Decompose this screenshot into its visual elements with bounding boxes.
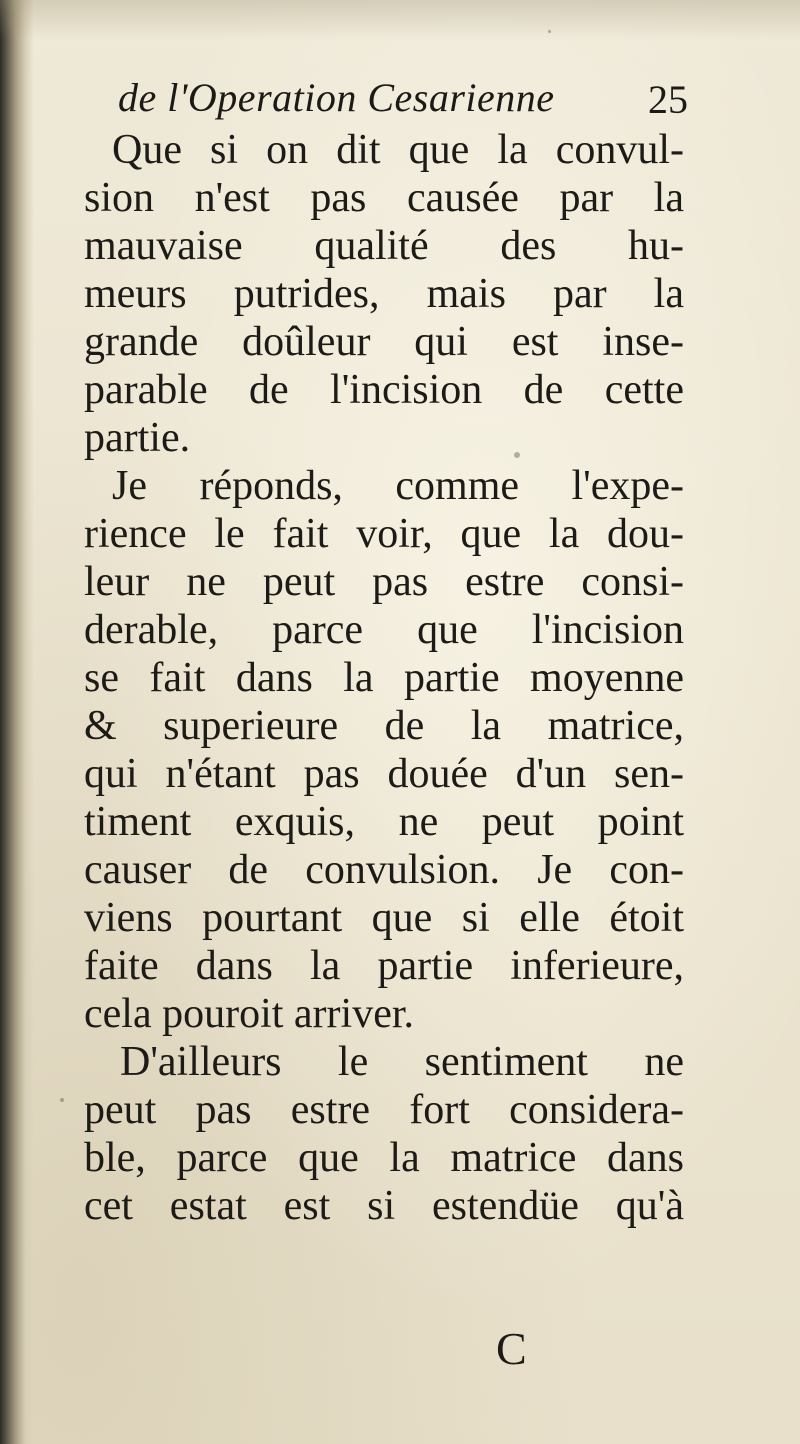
paper-speck [548,30,551,33]
text-line: Que si on dit que la convul- [112,127,684,173]
text-line: causer de convulsion. Je con- [84,847,684,893]
paper-speck [60,1098,64,1102]
text-line: mauvaise qualité des hu- [84,223,684,269]
text-line: timent exquis, ne peut point [84,799,684,845]
text-line: & superieure de la matrice, [84,703,684,749]
running-title: de l'Operation Cesarienne [118,75,555,120]
text-line: peut pas estre fort considera- [84,1087,684,1133]
text-line: leur ne peut pas estre consi- [84,559,684,605]
paper-speck [514,452,520,458]
page-number: 25 [648,77,688,122]
text-line: D'ailleurs le sentiment ne [120,1039,684,1085]
text-line: cet estat est si estendüe qu'à [84,1183,684,1229]
signature-mark: C [496,1323,527,1374]
text-line: faite dans la partie inferieure, [84,943,684,989]
text-line: partie. [84,415,191,461]
text-line: parable de l'incision de cette [84,367,684,413]
body-text [84,126,684,1230]
text-line: cela pouroit arriver. [84,991,415,1037]
text-line: sion n'est pas causée par la [84,175,684,221]
text-line: rience le fait voir, que la dou- [84,511,684,557]
page-header [118,70,688,126]
text-line: meurs putrides, mais par la [84,271,684,317]
text-line: se fait dans la partie moyenne [84,655,684,701]
text-line: grande doûleur qui est inse- [84,319,684,365]
text-line: Je réponds, comme l'expe- [112,463,684,509]
text-line: qui n'étant pas douée d'un sen- [84,751,684,797]
binding-gutter [0,0,34,1444]
text-line: ble, parce que la matrice dans [84,1135,684,1181]
page-top-shade [0,0,800,40]
text-line: viens pourtant que si elle étoit [84,895,684,941]
text-line: derable, parce que l'incision [84,607,684,653]
